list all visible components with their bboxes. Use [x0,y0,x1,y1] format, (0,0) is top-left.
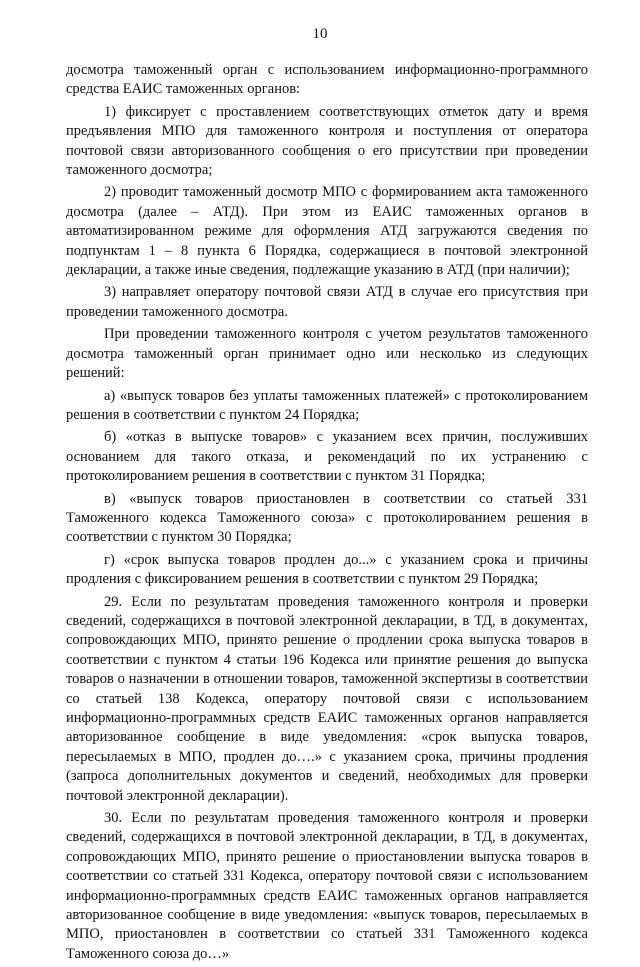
paragraph-decision-a: а) «выпуск товаров без уплаты таможенных платежей» с протоколированием решения в соответствии с пунктом 24 Порядка; [66,387,588,423]
document-body [66,61,588,967]
paragraph-item-1: 1) фиксирует с проставлением соответствующих отметок дату и время предъявления МПО для таможенного контроля и поступления от оператора почтовой связи авторизованного сообщения о его присутствии при проведении таможенного досмотра; [66,103,588,179]
page-number: 10 [312,26,328,42]
paragraph-continuation: досмотра таможенный орган с использованием информационно-программного средства ЕАИС таможенных органов: [66,62,588,98]
paragraph-decision-v: в) «выпуск товаров приостановлен в соответствии со статьей 331 Таможенного кодекса Таможенного союза» с протоколированием решения в соответствии с пунктом 30 Порядка; [66,490,588,546]
paragraph-decision-g: г) «срок выпуска товаров продлен до...» с указанием срока и причины продления с фиксированием решения в соответствии с пунктом 29 Порядка; [66,551,588,588]
paragraph-item-3: 3) направляет оператору почтовой связи АТД в случае его присутствия при проведении таможенного досмотра. [66,284,588,320]
paragraph-clause-30: 30. Если по результатам проведения таможенного контроля и проверки сведений, содержащихся в почтовой электронной декларации, в ТД, в документах, сопровождающих МПО, принято решение о приостановлении выпуска товаров в соответствии со статьей 331 Кодекса, оператору почтовой связи с использованием информационно-программных средств ЕАИС таможенных органов направляется авторизованное сообщение в виде уведомления: «выпуск товаров, пересылаемых в МПО, приостановлен в соответствии со статьей 331 Таможенного кодекса Таможенного союза до…» [66,810,588,962]
paragraph-decisions-intro: При проведении таможенного контроля с учетом результатов таможенного досмотра таможенный орган принимает одно или несколько из следующих решений: [66,326,588,382]
paragraph-decision-b: б) «отказ в выпуске товаров» с указанием всех причин, послуживших основанием для такого отказа, и рекомендаций по их устранению с протоколированием решения в соответствии с пунктом 31 Порядка; [66,429,588,485]
paragraph-item-2: 2) проводит таможенный досмотр МПО с формированием акта таможенного досмотра (далее – АТД). При этом из ЕАИС таможенных органов в автоматизированном режиме для оформления АТД загружаются сведения по подпунктам 1 – 8 пункта 6 Порядка, содержащиеся в почтовой электронной декларации, а также иные сведения, подлежащие указанию в АТД (при наличии); [66,184,588,279]
paragraph-clause-29: 29. Если по результатам проведения таможенного контроля и проверки сведений, содержащихся в почтовой электронной декларации, в ТД, в документах, сопровождающих МПО, принято решение о продлении срока выпуска товаров в соответствии с пунктом 4 статьи 196 Кодекса или принятие решения до выпуска товаров о назначении в отношении товаров, таможенной экспертизы в соответствии со статьей 138 Кодекса, оператору почтовой связи с использованием информационно-программных средств ЕАИС таможенных органов направляется авторизованное сообщение в виде уведомления: «срок выпуска товаров, пересылаемых в МПО, продлен до….» с указанием срока, причины продления (запроса дополнительных документов и сведений, необходимых для проверки почтовой электронной декларации). [66,593,588,804]
